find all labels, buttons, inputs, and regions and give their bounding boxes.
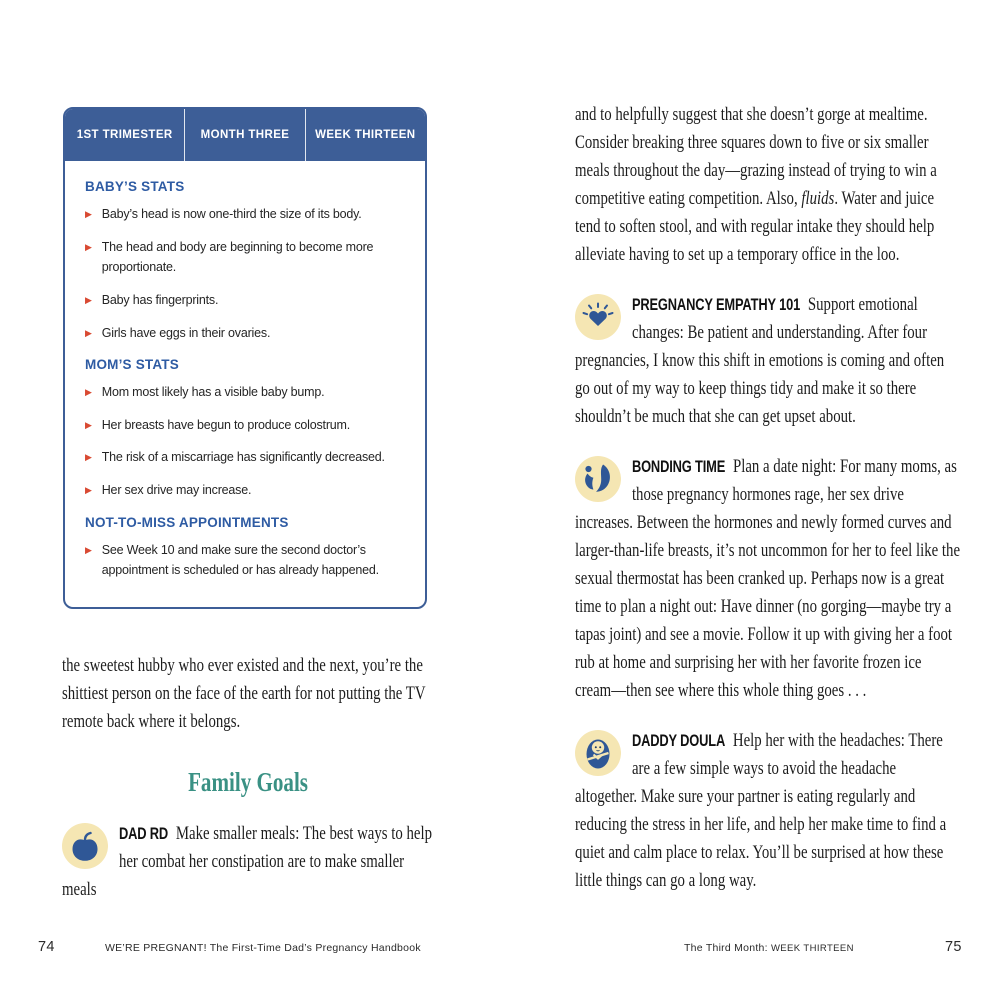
goal-paragraph (575, 291, 961, 431)
page-number-right: 75 (945, 939, 962, 955)
goal-label: DAD RD (118, 825, 169, 844)
body-paragraph: the sweetest hubby who ever existed and the next, you’re the shittiest person on the face of the earth for not putting the TV remote back where it belongs. (62, 655, 426, 732)
page-number-left: 74 (38, 939, 55, 955)
bullet-arrow-icon: ▶ (85, 419, 92, 430)
italic-word: fluids (801, 188, 835, 209)
goal-paragraph (575, 453, 961, 705)
week-info-box (63, 107, 427, 609)
goal-text: Make smaller meals: The best ways to help her combat her constipation are to make smaller meals (62, 823, 432, 901)
goal-item-dad-rd (62, 820, 434, 904)
bullet-arrow-icon: ▶ (85, 387, 92, 398)
bullet-arrow-icon: ▶ (85, 327, 92, 338)
goal-label: PREGNANCY EMPATHY 101 (631, 296, 801, 314)
section-heading-appointments: NOT-TO-MISS APPOINTMENTS (85, 514, 289, 530)
bullet-arrow-icon: ▶ (85, 241, 92, 252)
goal-paragraph (575, 727, 961, 895)
goal-text: Help her with the headaches: There are a few simple ways to avoid the headache altogether. Make sure your partner is eating regularly and reducing the stress in her life, and help her make time to find a quiet and calm place to relax. You’ll be surprised at how these little things can go a long way. (575, 730, 947, 891)
running-head-right: The Third Month: WEEK THIRTEEN (684, 942, 854, 954)
family-goals-heading: Family Goals (188, 767, 308, 797)
section-heading-babys-stats: BABY’S STATS (85, 179, 185, 194)
goal-item-daddy-doula (575, 727, 961, 895)
left-page-body (62, 652, 434, 904)
goal-text: Support emotional changes: Be patient and understanding. After four pregnancies, I know this shift in emotions is coming and often go out of my way to keep things tidy and make it so there shouldn’t be much that she can get upset about. (575, 294, 945, 427)
goal-item-bonding-time (575, 453, 961, 705)
right-page-body (575, 101, 961, 895)
goal-label: DADDY DOULA (631, 732, 726, 750)
list-item: ▶ Baby has fingerprints. (85, 290, 409, 311)
dancing-couple-icon (575, 456, 621, 502)
moms-stats-list (85, 382, 409, 501)
info-box-body (65, 161, 425, 607)
appointments-list (85, 540, 409, 581)
list-item: ▶ Her sex drive may increase. (85, 480, 409, 501)
tab-trimester: 1ST TRIMESTER (65, 109, 185, 161)
list-item: ▶ The head and body are beginning to become more proportionate. (85, 237, 409, 278)
babys-stats-list (85, 204, 409, 343)
list-item: ▶ Mom most likely has a visible baby bump. (85, 382, 409, 403)
bullet-arrow-icon: ▶ (85, 209, 92, 219)
running-head-left: WE’RE PREGNANT! The First-Time Dad’s Pregnancy Handbook (105, 942, 421, 954)
body-paragraph: and to helpfully suggest that she doesn’t gorge at mealtime. Consider breaking three squares down to five or six smaller meals throughout the day—grazing instead of trying to win a competitive eating competition. Also, fluids. Water and juice tend to soften stool, and with regular intake they should help alleviate having to set up a temporary office in the loo. (575, 104, 937, 265)
goal-label: BONDING TIME (631, 458, 726, 476)
heart-rays-icon (575, 294, 621, 340)
bullet-arrow-icon: ▶ (85, 452, 92, 463)
swaddled-baby-icon (575, 730, 621, 776)
bullet-arrow-icon: ▶ (85, 294, 92, 305)
goal-paragraph (62, 820, 434, 904)
running-head-week: WEEK THIRTEEN (770, 943, 854, 954)
list-item: ▶ Baby’s head is now one-third the size of its body. (85, 204, 409, 225)
list-item: ▶ Her breasts have begun to produce colostrum. (85, 415, 409, 436)
info-box-header (65, 109, 425, 161)
tab-week: WEEK THIRTEEN (315, 129, 416, 141)
goal-item-pregnancy-empathy (575, 291, 961, 431)
list-item: ▶ See Week 10 and make sure the second doctor’s appointment is scheduled or has already happened. (85, 540, 409, 581)
list-item: ▶ Girls have eggs in their ovaries. (85, 323, 409, 344)
goal-text: Plan a date night: For many moms, as those pregnancy hormones rage, her sex drive increases. Between the hormones and newly formed curves and larger-than-life breasts, it’s not uncommon for her to feel like the sexual thermostat has been cranked up. Perhaps now is a great time to plan a night out: Have dinner (no gorging—maybe try a tapas joint) and see a movie. Follow it up with giving her a foot rub at home and surprising her with her favorite frozen ice cream—then see where this whole thing goes . . . (575, 456, 961, 701)
apple-icon (62, 823, 108, 869)
section-heading-moms-stats: MOM’S STATS (85, 357, 179, 373)
tab-month: MONTH THREE (185, 109, 305, 161)
bullet-arrow-icon: ▶ (85, 544, 92, 555)
list-item: ▶ The risk of a miscarriage has significantly decreased. (85, 447, 409, 468)
bullet-arrow-icon: ▶ (85, 485, 92, 495)
